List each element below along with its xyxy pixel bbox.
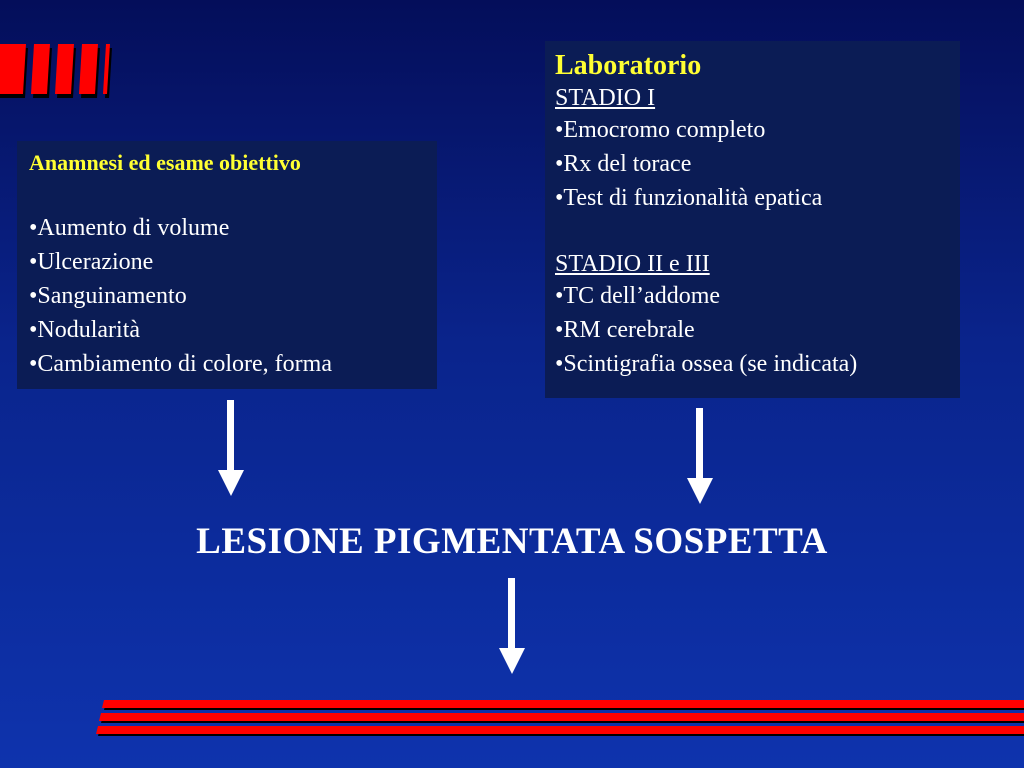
stage1-item: •Test di funzionalità epatica bbox=[555, 185, 823, 211]
anamnesis-box bbox=[17, 141, 437, 389]
arrow-down-icon bbox=[216, 400, 246, 498]
stage2-item: •RM cerebrale bbox=[555, 317, 695, 343]
stage1-item: •Rx del torace bbox=[555, 151, 692, 177]
arrow-down-icon bbox=[497, 578, 527, 676]
stage2-item: •TC dell’addome bbox=[555, 283, 721, 309]
anamnesis-item: •Cambiamento di colore, forma bbox=[29, 351, 332, 377]
stage1-title: STADIO I bbox=[555, 85, 656, 111]
anamnesis-item: •Sanguinamento bbox=[29, 283, 187, 309]
stage2-title: STADIO II e III bbox=[555, 251, 710, 277]
laboratory-heading: Laboratorio bbox=[555, 50, 702, 81]
arrow-down-icon bbox=[685, 408, 715, 506]
anamnesis-item: •Ulcerazione bbox=[29, 249, 154, 275]
stage2-item: •Scintigrafia ossea (se indicata) bbox=[555, 351, 858, 377]
anamnesis-item: •Aumento di volume bbox=[29, 215, 230, 241]
logo-bars bbox=[0, 40, 120, 100]
main-title: LESIONE PIGMENTATA SOSPETTA bbox=[196, 521, 828, 562]
laboratory-box bbox=[545, 41, 960, 398]
stage1-item: •Emocromo completo bbox=[555, 117, 766, 143]
bottom-stripes bbox=[0, 694, 1024, 740]
anamnesis-heading: Anamnesi ed esame obiettivo bbox=[29, 150, 301, 175]
anamnesis-item: •Nodularità bbox=[29, 317, 141, 343]
